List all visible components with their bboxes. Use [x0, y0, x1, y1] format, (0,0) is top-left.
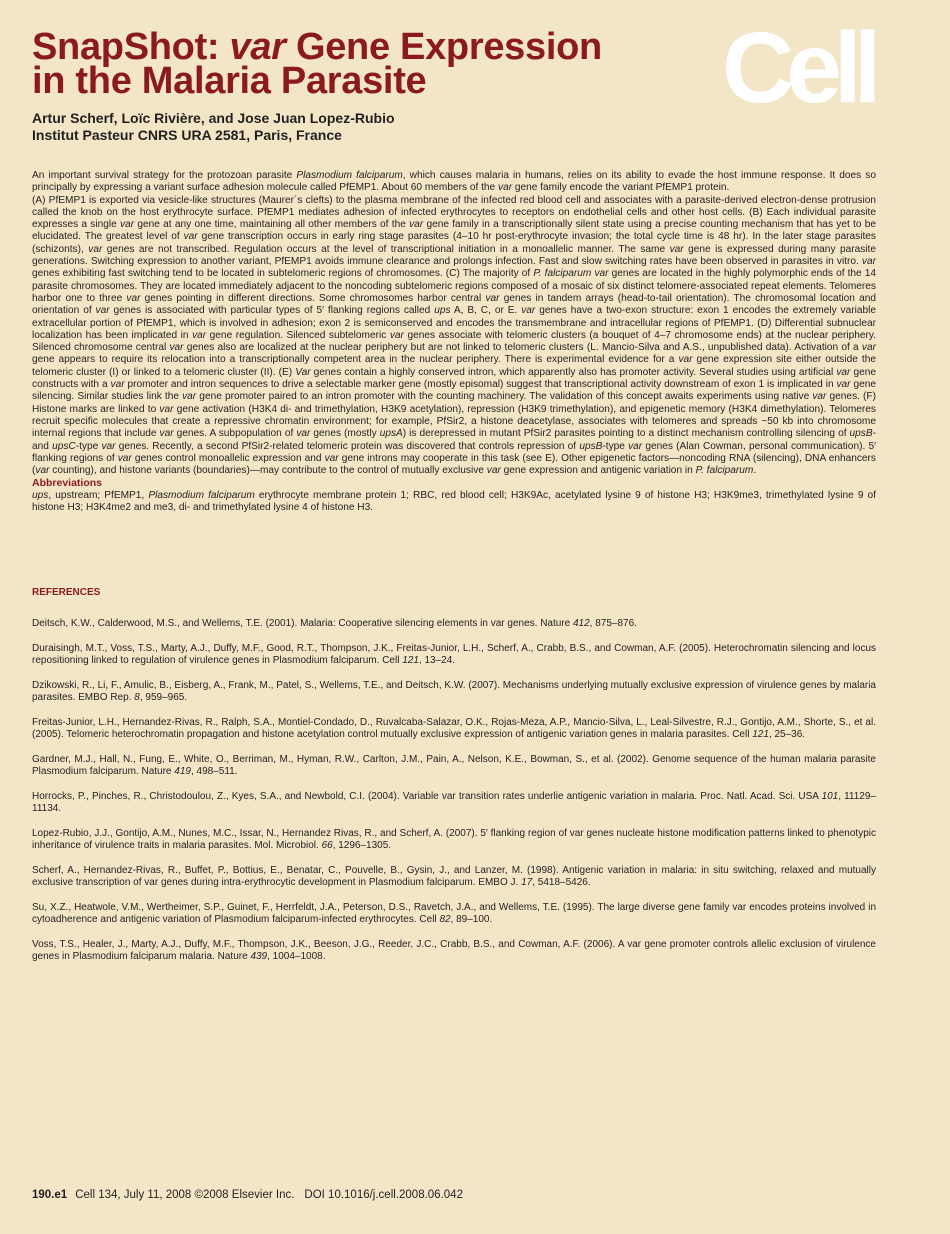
- references-heading: REFERENCES: [32, 587, 101, 598]
- reference-item: Deitsch, K.W., Calderwood, M.S., and Wellems, T.E. (2001). Malaria: Cooperative silencing elements in var genes. Nature 412, 875–876.: [32, 618, 637, 629]
- author-list: Artur Scherf, Loïc Rivière, and Jose Juan Lopez-Rubio: [32, 110, 395, 126]
- doi: DOI 10.1016/j.cell.2008.06.042: [304, 1189, 463, 1201]
- reference-item: Duraisingh, M.T., Voss, T.S., Marty, A.J., Duffy, M.F., Good, R.T., Thompson, J.K., Freitas-Junior, L.H., Scherf, A., Crabb, B.S., and Cowman, A.F. (2005). Heterochromatin silencing and locus repositioning linked to regulation of virulence genes in Plasmodium falciparum. Cell 121, 13–24.: [32, 642, 876, 666]
- abbreviations-text: ups, upstream; PfEMP1, Plasmodium falciparum erythrocyte membrane protein 1; RBC, red blood cell; H3K9Ac, acetylated lysine 9 of histone H3; H3K9me3, trimethylated lysine 9 of histone H3; H3K4me2 and me3, di- and trimethylated lysine 4 of histone H3.: [32, 489, 876, 514]
- summary-section: [32, 170, 876, 514]
- page-footer: [32, 1188, 463, 1202]
- reference-item: Horrocks, P., Pinches, R., Christodoulou, Z., Kyes, S.A., and Newbold, C.I. (2004). Variable var transition rates underlie antigenic variation in malaria. Proc. Natl. Acad. Sci. USA 101, 11129–11134.: [32, 790, 876, 814]
- reference-item: Su, X.Z., Heatwole, V.M., Wertheimer, S.P., Guinet, F., Herrfeldt, J.A., Peterson, D.S., Ravetch, J.A., and Wellems, T.E. (1995). The large diverse gene family var encodes proteins involved in cytoadherence and antigenic variation of Plasmodium falciparum-infected erythrocytes. Cell 82, 89–100.: [32, 901, 876, 925]
- reference-item: Gardner, M.J., Hall, N., Fung, E., White, O., Berriman, M., Hyman, R.W., Carlton, J.M., Pain, A., Nelson, K.E., Bowman, S., et al. (2002). Genome sequence of the human malaria parasite Plasmodium falciparum. Nature 419, 498–511.: [32, 753, 876, 777]
- article-title: [32, 26, 602, 102]
- reference-item: Voss, T.S., Healer, J., Marty, A.J., Duffy, M.F., Thompson, J.K., Beeson, J.G., Reeder, J.C., Crabb, B.S., and Cowman, A.F. (2006). A var gene promoter controls allelic exclusion of virulence genes in Plasmodium falciparum malaria. Nature 439, 1004–1008.: [32, 938, 876, 962]
- reference-item: Dzikowski, R., Li, F., Amulic, B., Eisberg, A., Frank, M., Patel, S., Wellems, T.E., and Deitsch, K.W. (2007). Mechanisms underlying mutually exclusive expression of virulence genes by malaria parasites. EMBO Rep. 8, 959–965.: [32, 679, 876, 703]
- journal-citation: Cell 134, July 11, 2008 ©2008 Elsevier Inc.: [75, 1189, 295, 1201]
- abbreviations-heading: Abbreviations: [32, 477, 103, 490]
- reference-item: Freitas-Junior, L.H., Hernandez-Rivas, R., Ralph, S.A., Montiel-Condado, D., Ruvalcaba-Salazar, O.K., Rojas-Meza, A.P., Mancio-Silva, L., Leal-Silvestre, R.J., Gontijo, A.M., Shorte, S., et al. (2005). Telomeric heterochromatin propagation and histone acetylation control mutually exclusive expression of antigenic variation genes in malaria parasites. Cell 121, 25–36.: [32, 716, 876, 740]
- reference-list: [32, 618, 876, 976]
- institution: Institut Pasteur CNRS URA 2581, Paris, France: [32, 127, 342, 143]
- title-italic: var: [229, 26, 286, 68]
- reference-item: Scherf, A., Hernandez-Rivas, R., Buffet, P., Bottius, E., Benatar, C., Pouvelle, B., Gysin, J., and Lanzer, M. (1998). Antigenic variation in malaria: in situ switching, relaxed and mutually exclusive transcription of var genes during intra-erythrocytic development in Plasmodium falciparum. EMBO J. 17, 5418–5426.: [32, 864, 876, 888]
- cell-logo: Cell: [722, 12, 874, 124]
- summary-text: An important survival strategy for the protozoan parasite Plasmodium falciparum, which causes malaria in humans, relies on its ability to evade the host immune response. It does so principally by expressing a variant surface adhesion molecule called PfEMP1. About 60 members of the var gene family encode the variant PfEMP1 protein. (A) PfEMP1 is exported via vesicle-like structures (Maurer´s clefts) to the plasma membrane of the infected red blood cell and associates with a parasite-derived electron-dense protrusion called the knob on the host erythrocyte surface. PfEMP1 mediates adhesion of infected erythrocytes to receptors on endothelial cells and other host cells. (B) Each individual parasite expresses a single var gene at any one time, maintaining all other members of the var gene family in a transcriptionally silent state using a precise counting mechanism that has yet to be elucidated. The greatest level of var gene transcription occurs in early ring stage parasites (4–10 hr post-erythrocyte invasion; the total cycle time is 48 hr). In the later stage parasites (schizonts), var genes are not transcribed. Regulation occurs at the level of transcriptional initiation in a monoallelic manner. The same var gene is expressed during many parasite generations. Switching expression to another variant, PfEMP1 avoids immune clearance and prolongs infection. Fast and slow switching rates have been observed in parasites in vitro. var genes exhibiting fast switching tend to be located in subtelomeric regions of chromosomes. (C) The majority of P. falciparum var genes are located in the highly polymorphic ends of the 14 parasite chromosomes. They are located immediately adjacent to the noncoding subtelomeric regions composed of a mosaic of six distinct telomere-associated repeat elements. Telomeres harbor one to three var genes pointing in different directions. Some chromosomes harbor central var genes in tandem arrays (head-to-tail orientation). The chromosomal location and orientation of var genes is associated with particular types of 5′ flanking regions called ups A, B, C, or E. var genes have a two-exon structure: exon 1 encodes the extremely variable extracellular portion of PfEMP1, which is involved in adhesion; exon 2 is semiconserved and encodes the transmembrane and intracellular regions of PfEMP1. (D) Differential subnuclear localization has been implicated in var gene regulation. Silenced subtelomeric var genes associate with telomeric clusters (a bouquet of 4–7 chromosome ends) at the nuclear periphery. Silenced chromosome central var genes also are localized at the nuclear periphery but are not linked to telomeric clusters (L. Mancio-Silva and A.S., unpublished data). Activation of a var gene appears to require its relocation into a transcriptionally competent area in the nuclear periphery. There is experimental evidence for a var gene expression site either outside the telomeric cluster (I) or linked to a telomeric cluster (II). (E) Var genes contain a highly conserved intron, which apparently also has promoter activity. Several studies using artificial var gene constructs with a var promoter and intron sequences to drive a selectable marker gene (mostly episomal) suggest that transcriptional activity downstream of exon 1 is implicated in var gene silencing. Similar studies link the var gene promoter paired to an intron promoter with the counting machinery. The validation of this concept awaits experiments using native var genes. (F) Histone marks are linked to var gene activation (H3K4 di- and trimethylation, H3K9 acetylation), repression (H3K9 trimethylation), and epigenetic memory (H3K4 dimethylation). Telomeres recruit specific molecules that create a repressive chromatin environment; for example, PfSir2, a histone deacetylase, associates with telomeres and spreads ~50 kb into chromosome internal regions that include var genes. A subpopulation of var genes (mostly upsA) is derepressed in mutant PfSir2 parasites pointing to a distinct mechanism controlling silencing of upsB- and upsC-type var genes. Recently, a second PfSir2-related telomeric protein was discovered that controls repression of upsB-type var genes (Alan Cowman, personal communication). 5′ flanking regions of var genes control monoallelic expression and var gene introns may cooperate in this task (see E). Other epigenetic factors—noncoding RNA (silencing), DNA enhancers (var counting), and histone variants (boundaries)—may contribute to the control of mutually exclusive var gene expression and antigenic variation in P. falciparum.: [32, 170, 877, 477]
- reference-item: Lopez-Rubio, J.J., Gontijo, A.M., Nunes, M.C., Issar, N., Hernandez Rivas, R., and Scherf, A. (2007). 5′ flanking region of var genes nucleate histone modification patterns linked to phenotypic inheritance of virulence traits in malaria parasites. Mol. Microbiol. 66, 1296–1305.: [32, 827, 876, 851]
- title-line-2: in the Malaria Parasite: [32, 60, 427, 102]
- title-suffix: Gene Expression: [285, 26, 602, 68]
- title-prefix: SnapShot:: [32, 26, 230, 68]
- page-number: 190.e1: [32, 1189, 68, 1201]
- author-block: [32, 110, 395, 144]
